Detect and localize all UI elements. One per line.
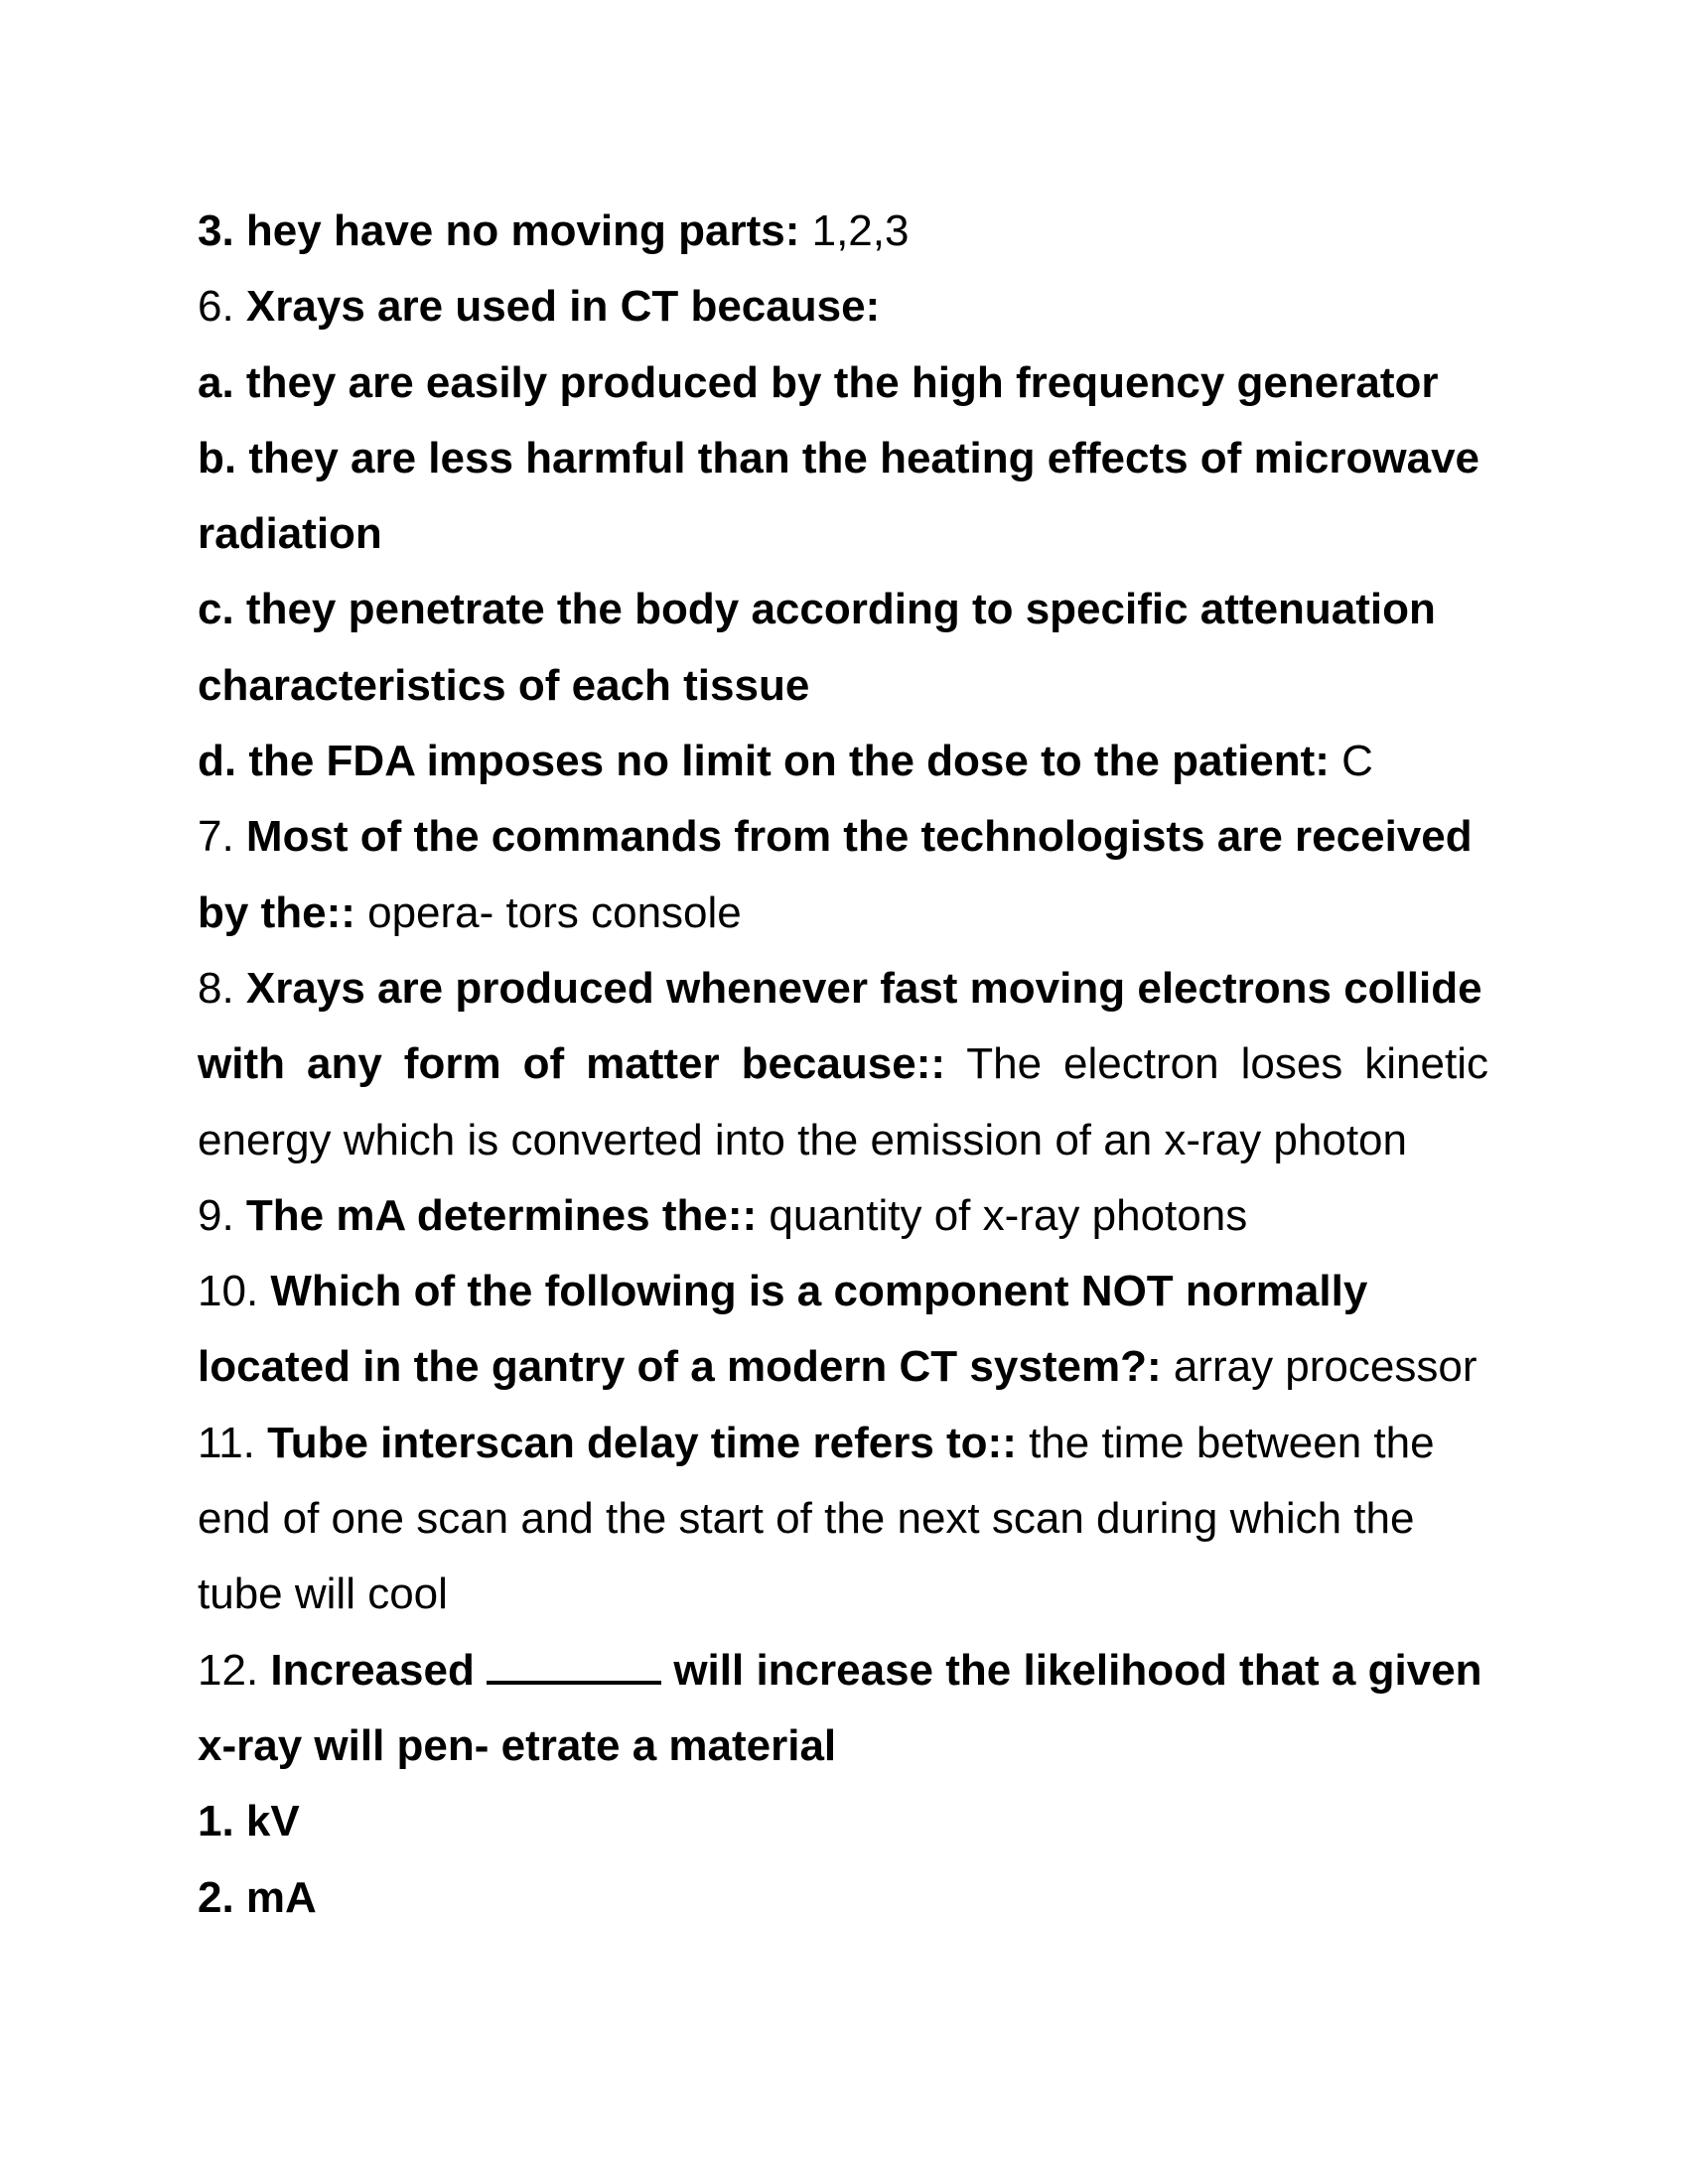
q10-answer-line: located in the gantry of a modern CT system?: array processor <box>198 1342 1477 1392</box>
q6-option-c-cont: characteristics of each tissue <box>198 660 810 710</box>
q6-option-c: c. they penetrate the body according to specific attenuation <box>198 585 1436 634</box>
q8-line: 8. Xrays are produced whenever fast moving electrons collide <box>198 963 1482 1013</box>
q11-answer-cont-2: tube will cool <box>198 1570 448 1619</box>
q11-line: 11. Tube interscan delay time refers to:: the time between the <box>198 1418 1435 1467</box>
q12-line: 12. Increased will increase the likelihood that a given <box>198 1645 1482 1695</box>
q8-answer-cont: energy which is converted into the emission of an x-ray photon <box>198 1115 1407 1164</box>
q6-option-d: d. the FDA imposes no limit on the dose to the patient: C <box>198 737 1373 786</box>
q12-line-cont: x-ray will pen- etrate a material <box>198 1720 837 1770</box>
q12-option-1: 1. kV <box>198 1797 300 1846</box>
fill-in-blank <box>487 1647 661 1685</box>
q12-option-2: 2. mA <box>198 1872 317 1922</box>
document-page <box>198 194 1488 1936</box>
q3-line: 3. hey have no moving parts: 1,2,3 <box>198 206 910 255</box>
q7-answer-line: by the:: opera- tors console <box>198 887 742 937</box>
q6-option-b: b. they are less harmful than the heating effects of microwave <box>198 433 1480 482</box>
q6-option-b-cont: radiation <box>198 509 382 559</box>
q7-line: 7. Most of the commands from the technologists are received <box>198 812 1473 862</box>
q6-line: 6. Xrays are used in CT because: <box>198 282 881 332</box>
q8-answer-line: with any form of matter because:: The electron loses kinetic <box>198 1039 1489 1089</box>
q6-option-a: a. they are easily produced by the high frequency generator <box>198 357 1439 407</box>
q10-line: 10. Which of the following is a component NOT normally <box>198 1267 1368 1316</box>
q9-line: 9. The mA determines the:: quantity of x-ray photons <box>198 1190 1248 1240</box>
q11-answer-cont: end of one scan and the start of the next scan during which the <box>198 1494 1415 1544</box>
